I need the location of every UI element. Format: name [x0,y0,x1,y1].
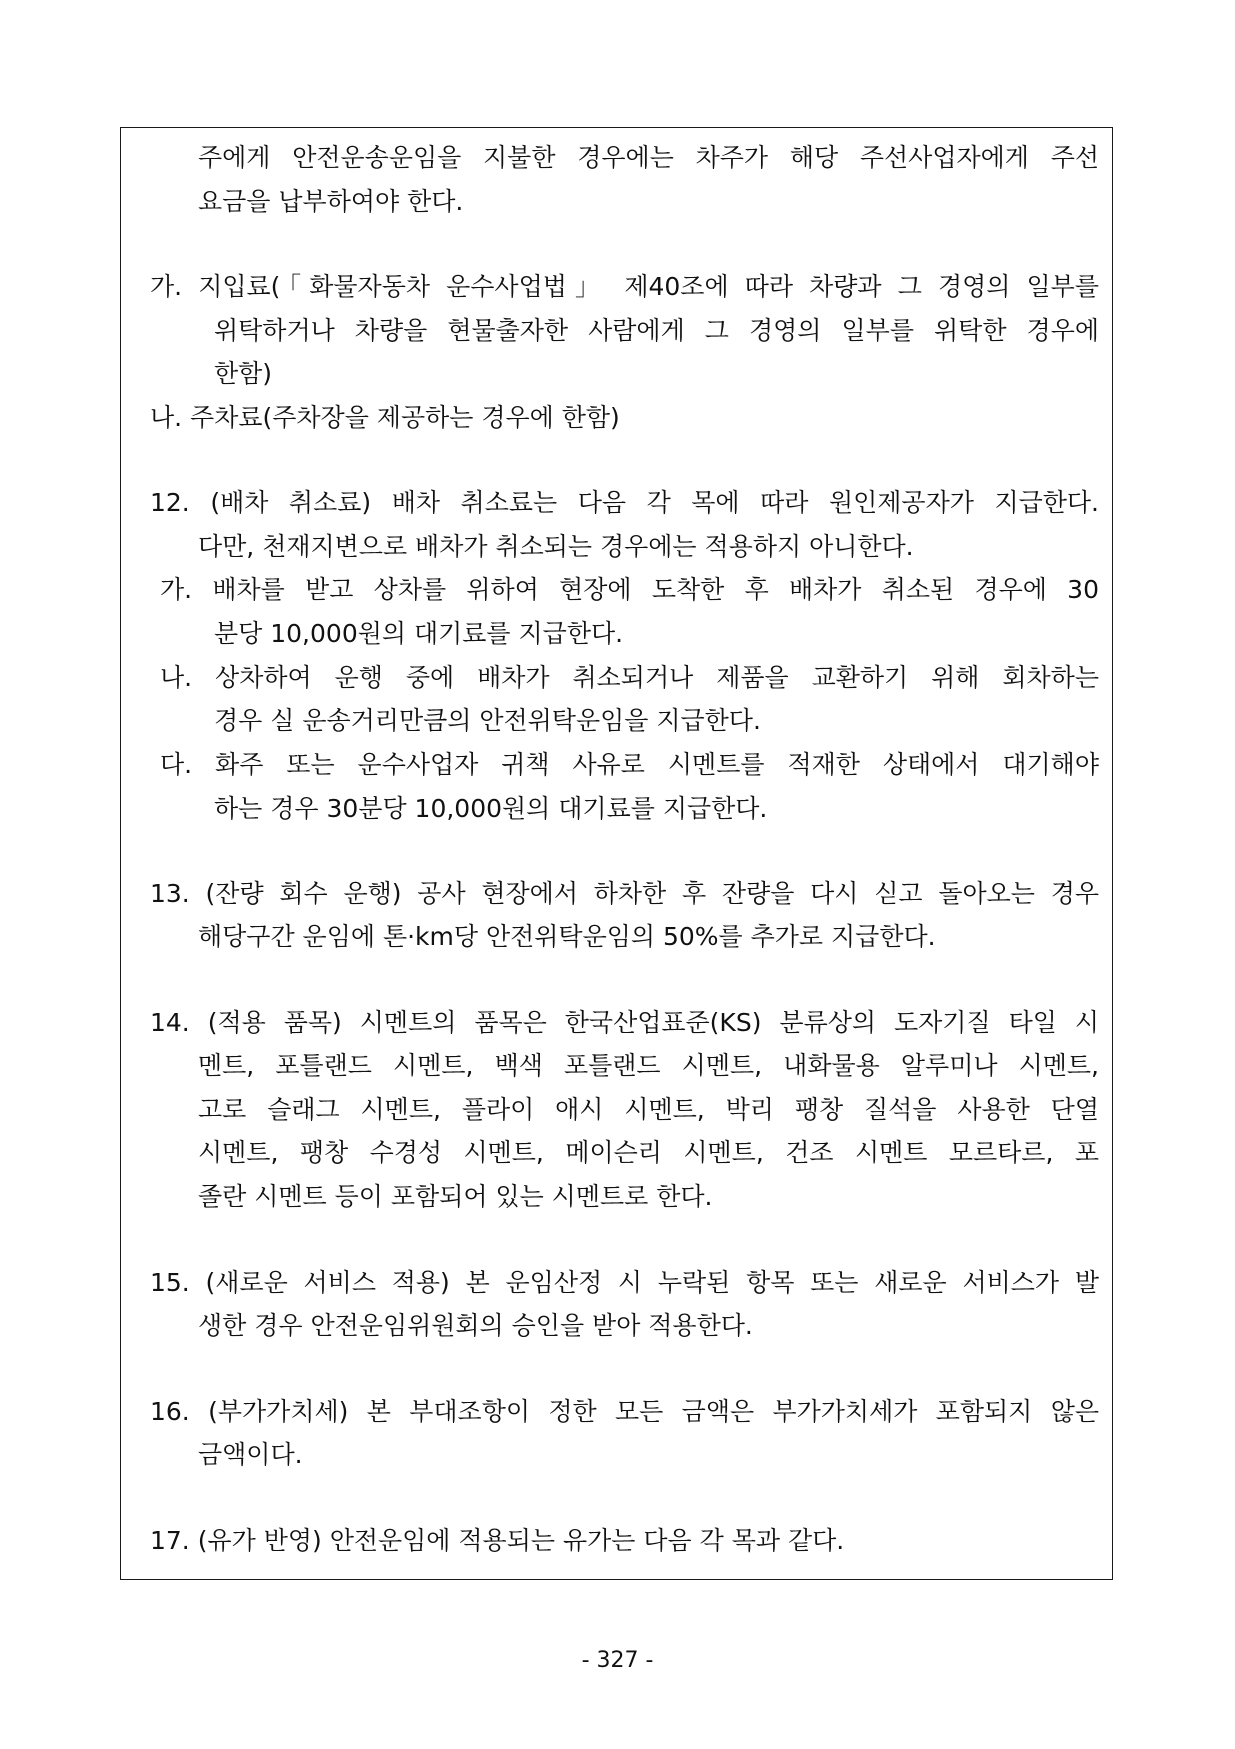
text-line: 시멘트, 팽창 수경성 시멘트, 메이슨리 시멘트, 건조 시멘트 모르타르, 포 [198,1138,1099,1167]
page-number: - 327 - [581,1648,654,1673]
text-line: 위탁하거나 차량을 현물출자한 사람에게 그 경영의 일부를 위탁한 경우에 [214,316,1099,345]
numbered-clause: 12. (배차 취소료) 배차 취소료는 다음 각 목에 따라 원인제공자가 지급한다. [150,488,1099,517]
text-line: 하는 경우 30분당 10,000원의 대기료를 지급한다. [214,794,768,823]
text-line: 다만, 천재지변으로 배차가 취소되는 경우에는 적용하지 아니한다. [198,532,914,561]
text-line: 분당 10,000원의 대기료를 지급한다. [214,619,624,648]
numbered-clause: 15. (새로운 서비스 적용) 본 운임산정 시 누락된 항목 또는 새로운 서비스가 발 [150,1268,1099,1297]
text-line: 멘트, 포틀랜드 시멘트, 백색 포틀랜드 시멘트, 내화물용 알루미나 시멘트, [198,1051,1099,1080]
numbered-clause: 17. (유가 반영) 안전운임에 적용되는 유가는 다음 각 목과 같다. [150,1526,845,1555]
list-item: 가. 지입료(「화물자동차 운수사업법」 제40조에 따라 차량과 그 경영의 일부를 [150,272,1099,301]
numbered-clause: 16. (부가가치세) 본 부대조항이 정한 모든 금액은 부가가치세가 포함되지 않은 [150,1397,1099,1426]
text-line: 주에게 안전운송운임을 지불한 경우에는 차주가 해당 주선사업자에게 주선 [198,143,1099,172]
list-item: 나. 상차하여 운행 중에 배차가 취소되거나 제품을 교환하기 위해 회차하는 [160,663,1099,692]
list-item: 가. 배차를 받고 상차를 위하여 현장에 도착한 후 배차가 취소된 경우에 30 [160,575,1099,604]
text-line: 요금을 납부하여야 한다. [198,187,464,216]
text-line: 해당구간 운임에 톤·km당 안전위탁운임의 50%를 추가로 지급한다. [198,922,936,951]
list-item: 다. 화주 또는 운수사업자 귀책 사유로 시멘트를 적재한 상태에서 대기해야 [160,750,1099,779]
text-line: 경우 실 운송거리만큼의 안전위탁운임을 지급한다. [214,706,761,735]
text-line: 고로 슬래그 시멘트, 플라이 애시 시멘트, 박리 팽창 질석을 사용한 단열 [198,1095,1099,1124]
text-line: 졸란 시멘트 등이 포함되어 있는 시멘트로 한다. [198,1182,713,1211]
list-item: 나. 주차료(주차장을 제공하는 경우에 한함) [150,403,620,432]
numbered-clause: 14. (적용 품목) 시멘트의 품목은 한국산업표준(KS) 분류상의 도자기질 타일 시 [150,1008,1099,1037]
numbered-clause: 13. (잔량 회수 운행) 공사 현장에서 하차한 후 잔량을 다시 싣고 돌아오는 경우 [150,879,1099,908]
text-line: 금액이다. [198,1440,303,1469]
text-line: 한함) [214,359,273,388]
text-line: 생한 경우 안전운임위원회의 승인을 받아 적용한다. [198,1311,753,1340]
